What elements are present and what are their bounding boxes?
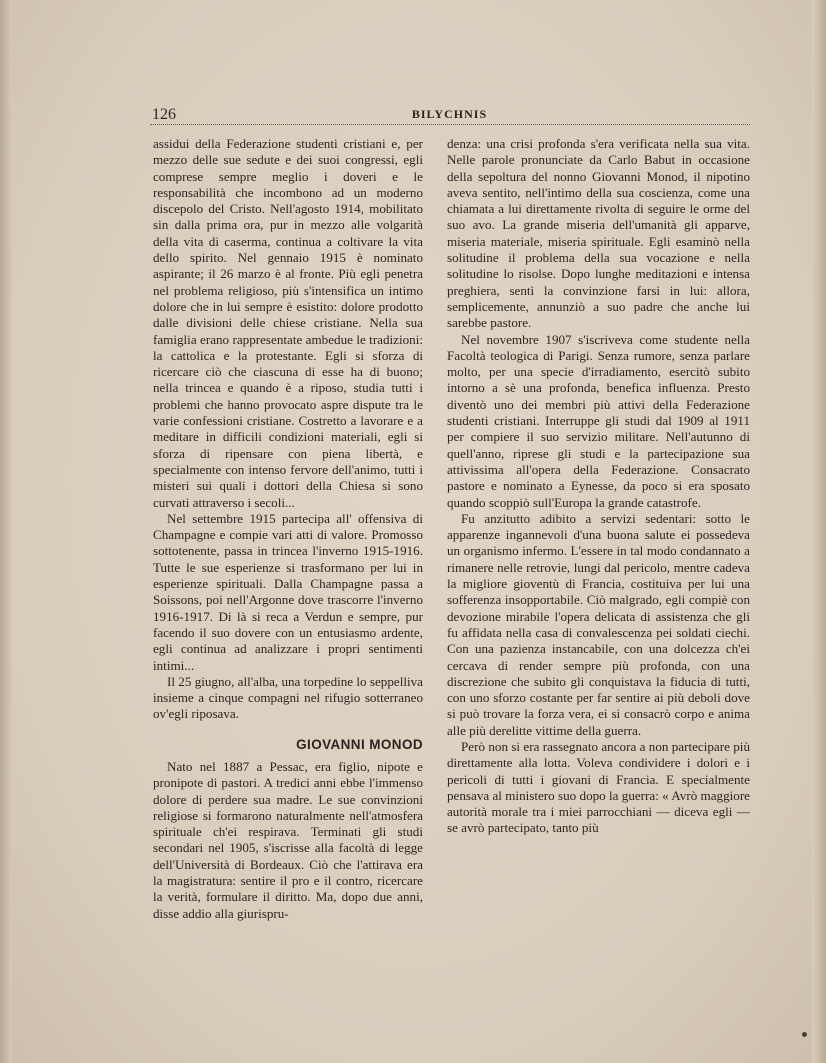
page-number: 126 (152, 106, 176, 123)
paragraph: assidui della Federazione studenti cristiani e, per mezzo delle sue sedute e dei suoi congressi, egli comprese sempre meglio i doveri e le responsabilità che incombono ad un moderno discepolo del Cristo. Nell'agosto 1914, mobilitato sin dalla prima ora, pur in mezzo alle volgarità della vita di caserma, continua a coltivare la vita dello spirito. Nel gennaio 1915 è nominato aspirante; il 26 marzo è al fronte. Più egli penetra nel problema religioso, più s'intensifica un intimo dolore che in lui sempre è esistito: dolore prodotto dalle divisioni delle chiese cristiane. Nella sua famiglia erano rappresentate ambedue le tradizioni: la cattolica e la protestante. Egli si sforza di ricercare ciò che ciascuna di esse ha di buono; nella trincea e quando è a riposo, studia tutti i problemi che hanno provocato aspre dispute tra le varie confessioni cristiane. Costretto a lavorare e a meditare in difficili condizioni materiali, egli si sforza di ripensare con piena libertà, e specialmente con intenso fervore dell'animo, tutti i misteri sui quali i dottori della Chiesa si sono curvati attraverso i secoli... (153, 136, 423, 510)
paragraph: Nel settembre 1915 partecipa all' offensiva di Champagne e compie vari atti di valore. Promosso sottotenente, passa in trincea l'inverno 1915-1916. Tutte le sue esperienze si trasformano per lui in esperienze spirituali. Dalla Champagne passa a Soissons, poi nell'Argonne dove trascorre l'inverno 1916-1917. Di là si reca a Verdun e sempre, pur facendo il suo dovere con un entusiasmo ardente, egli continua ad analizzare i propri sentimenti intimi... (153, 510, 423, 673)
paragraph: Nato nel 1887 a Pessac, era figlio, nipote e pronipote di pastori. A tredici anni ebbe l'immenso dolore di perdere sua madre. Le sue convinzioni religiose si formarono naturalmente nell'atmosfera spirituale ch'ei respirava. Terminati gli studi secondari nel 1905, s'iscrisse alla facoltà di legge dell'Università di Bordeaux. Ciò che l'attirava era la magistratura: sentire il pro e il contro, ricercare la verità, formulare il diritto. Ma, dopo due anni, disse addio alla giurispru- (153, 758, 423, 921)
running-title: BILYCHNIS (411, 107, 488, 121)
header-rule (150, 124, 750, 125)
left-column (153, 136, 423, 922)
section-heading: GIOVANNI MONOD (296, 736, 423, 752)
page-right-edge (812, 0, 826, 1063)
page-left-edge (0, 0, 12, 1063)
paragraph: Fu anzitutto adibito a servizi sedentari: sotto le apparenze ingannevoli d'una buona salute ei possedeva un organismo infermo. L'essere in tal modo condannato a rimanere nelle retrovie, lungi dal pericolo, mentre cadeva la migliore gioventù di Francia, costituiva per lui una sofferenza insopportabile. Ciò malgrado, egli compiè con devozione mirabile l'opera delicata di assistenza che gli fu affidata nella casa di convalescenza pei soldati ciechi. Con una pazienza instancabile, con una dolcezza ch'ei cercava di render sempre più profonda, con una discrezione che subito gli conquistava la fiducia di tutti, con uno sforzo costante per far sentire ai più deboli dove si può trovare la forza vera, ei si consacrò corpo e anima alle più derelitte vittime della guerra. (447, 510, 750, 738)
paragraph: Il 25 giugno, all'alba, una torpedine lo seppelliva insieme a cinque compagni nel rifugio sotterraneo ov'egli riposava. (153, 673, 423, 722)
paragraph: denza: una crisi profonda s'era verificata nella sua vita. Nelle parole pronunciate da Carlo Babut in occasione della sepoltura del nonno Giovanni Monod, il nipotino aveva sentito, nell'intimo della sua coscienza, come una chiamata a lui direttamente rivolta di seguire le orme del suo avo. La grande miseria dell'umanità gli apparve, miseria materiale, miseria spirituale. Egli esaminò nella solitudine il problema della sua vocazione e nella solitudine lo risolse. Dopo lunghe meditazioni e intensa preghiera, sentì la convinzione farsi in lui: allora, semplicemente, annunziò a suo padre che anche lui sarebbe pastore. (447, 136, 750, 331)
right-column (447, 136, 750, 837)
paragraph: Però non si era rassegnato ancora a non partecipare più direttamente alla lotta. Voleva condividere i dolori e i pericoli di tutti i giovani di Francia. E specialmente pensava al ministero suo dopo la guerra: « Avrò maggiore autorità morale tra i miei parrocchiani — diceva egli — se avrò partecipato, tanto più (447, 738, 750, 836)
paper-speck (802, 1032, 807, 1037)
page-header (152, 106, 747, 126)
paragraph: Nel novembre 1907 s'iscriveva come studente nella Facoltà teologica di Parigi. Senza rumore, senza parlare molto, per una specie d'irradiamento, esercitò subito intorno a sè una profonda, benefica influenza. Presto diventò uno dei membri più attivi della Federazione studenti cristiani. Interruppe gli studi dal 1909 al 1911 per compiere il suo servizio militare. Nell'autunno di quell'anno, riprese gli studi e la partecipazione sua attivissima all'opera della Federazione. Consacrato pastore e nominato a Eynesse, da poco si era sposato quando scoppiò sull'Europa la grande catastrofe. (447, 331, 750, 510)
